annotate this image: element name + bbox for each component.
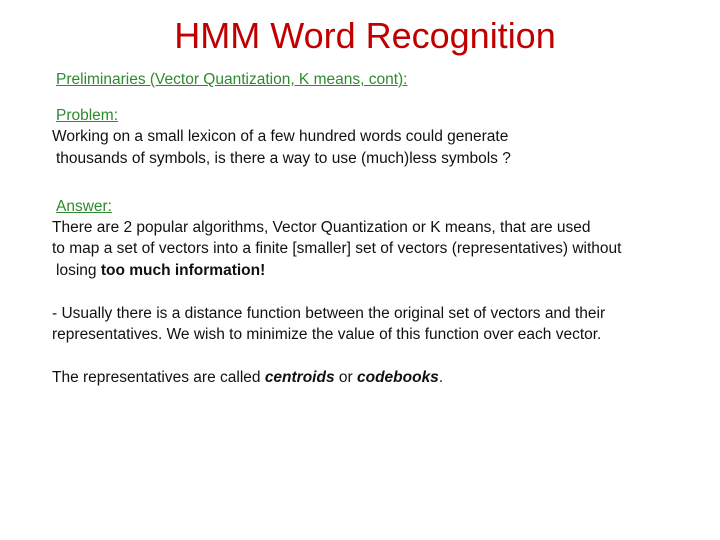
answer-line-3-prefix: losing — [56, 262, 101, 279]
problem-line-2: thousands of symbols, is there a way to use (much)less symbols ? — [56, 150, 511, 167]
distance-line-1: - Usually there is a distance function between the original set of vectors and their — [52, 305, 606, 322]
distance-line-2: representatives. We wish to minimize the value of this function over each vector. — [52, 326, 602, 343]
answer-heading: Answer: — [56, 198, 112, 215]
answer-line-3-emphasis: too much information! — [100, 262, 266, 279]
representatives-middle: or — [334, 369, 357, 386]
problem-heading: Problem: — [56, 107, 119, 124]
representatives-line — [52, 368, 443, 388]
answer-line-3 — [56, 261, 265, 281]
representatives-prefix: The representatives are called — [52, 369, 265, 386]
answer-line-1: There are 2 popular algorithms, Vector Quantization or K means, that are used — [52, 219, 591, 236]
slide-title: HMM Word Recognition — [174, 15, 556, 56]
term-codebooks: codebooks — [356, 369, 439, 386]
subtitle: Preliminaries (Vector Quantization, K means, cont): — [56, 71, 408, 88]
problem-line-1: Working on a small lexicon of a few hundred words could generate — [52, 128, 509, 145]
representatives-suffix: . — [438, 369, 444, 386]
answer-line-2: to map a set of vectors into a finite [smaller] set of vectors (representatives) without — [52, 240, 622, 257]
term-centroids: centroids — [264, 369, 335, 386]
